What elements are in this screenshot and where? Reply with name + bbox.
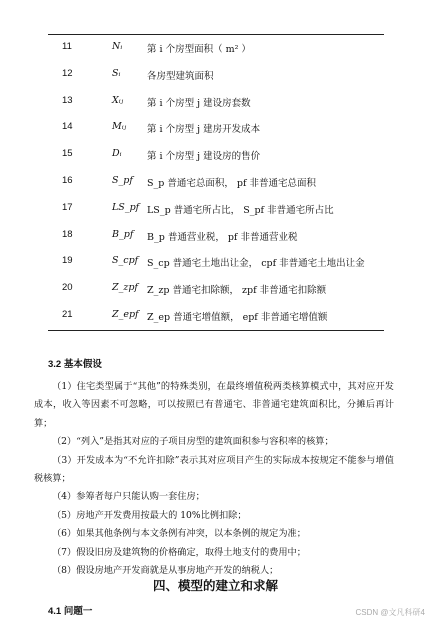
row-description: 第 i 个房型 j 建设房的售价 (147, 151, 261, 163)
table-row (48, 89, 384, 116)
row-number: 13 (62, 94, 73, 106)
row-description: 各房型建筑面积 (147, 70, 214, 82)
chapter-title: 四、模型的建立和求解 (152, 578, 278, 593)
watermark: CSDN @文凡科研4 (355, 608, 425, 617)
row-symbol: LS_pf (112, 201, 140, 213)
table-row (48, 169, 384, 196)
table-bottom-rule (48, 330, 384, 331)
row-number: 17 (62, 201, 73, 213)
assumption-item: （4）参筹者每户只能认购一套住房； (52, 491, 205, 503)
row-description: LS_p 普通宅所占比， S_pf 非普通宅所占比 (147, 204, 334, 216)
row-number: 11 (62, 41, 72, 52)
row-symbol: Z_epf (112, 308, 139, 320)
assumption-item: （3）开发成本为“不允许扣除”表示其对应项目产生的实际成本按规定不能参与增值税核算； (34, 454, 394, 485)
row-symbol: Mᵢⱼ (112, 121, 127, 133)
variable-table (48, 34, 384, 331)
row-description: B_p 普通营业税， pf 非普通营业税 (147, 231, 298, 243)
row-symbol: S_cpf (112, 255, 139, 267)
row-symbol: Dᵢ (112, 148, 122, 160)
row-number: 20 (62, 282, 73, 294)
table-row (48, 62, 384, 89)
table-row (48, 115, 384, 142)
row-symbol: S_pf (112, 174, 133, 186)
row-description: Z_zp 普通宅扣除额， zpf 非普通宅扣除额 (147, 285, 327, 297)
row-number: 19 (62, 255, 73, 267)
assumption-item: （2）“列入”是指其对应的子项目房型的建筑面积参与容积率的核算； (52, 436, 334, 448)
row-number: 16 (62, 174, 73, 186)
row-number: 15 (62, 148, 73, 160)
assumption-item: （5）房地产开发费用按最大的 10%比例扣除； (52, 509, 247, 521)
section-title: 3.2 基本假设 (48, 359, 102, 370)
table-row (48, 249, 384, 276)
table-row (48, 35, 384, 62)
row-symbol: Nᵢ (112, 41, 123, 52)
row-number: 21 (62, 308, 73, 320)
assumption-item: （6）如果其他条例与本文条例有冲突，以本条例的规定为准； (52, 528, 306, 540)
row-symbol: Xᵢⱼ (112, 94, 124, 106)
row-symbol: Sᵢ (112, 67, 121, 79)
assumptions-list (34, 378, 394, 580)
table-row (48, 303, 384, 330)
row-number: 12 (62, 67, 73, 79)
row-number: 18 (62, 228, 73, 240)
assumption-item: （1）住宅类型属于“其他”的特殊类别，在最终增值税两类核算模式中，其对应开发成本，收入等因素不可忽略，可以按照已有普通宅、非普通宅建筑面积比，分摊后再计算； (34, 381, 394, 429)
assumption-item: （8）假设房地产开发商就是从事房地产开发的纳税人； (52, 565, 279, 577)
row-description: 第 i 个房型 j 建设房套数 (147, 97, 251, 109)
row-number: 14 (62, 121, 73, 133)
row-description: Z_ep 普通宅增值额， epf 非普通宅增值额 (147, 311, 328, 323)
table-body (48, 35, 384, 330)
row-description: S_p 普通宅总面积， pf 非普通宅总面积 (147, 177, 316, 189)
row-description: S_cp 普通宅土地出让金， cpf 非普通宅土地出让金 (147, 258, 365, 270)
subsection-title: 4.1 问题一 (48, 606, 93, 617)
table-row (48, 276, 384, 303)
assumption-item: （7）假设旧房及建筑物的价格确定，取得土地支付的费用中； (52, 546, 306, 558)
row-symbol: Z_zpf (112, 282, 138, 294)
row-description: 第 i 个房型 j 建房开发成本 (147, 124, 261, 136)
table-row (48, 223, 384, 250)
row-symbol: B_pf (112, 228, 134, 240)
table-row (48, 142, 384, 169)
table-row (48, 196, 384, 223)
row-description: 第 i 个房型面积（ m² ） (147, 44, 251, 55)
